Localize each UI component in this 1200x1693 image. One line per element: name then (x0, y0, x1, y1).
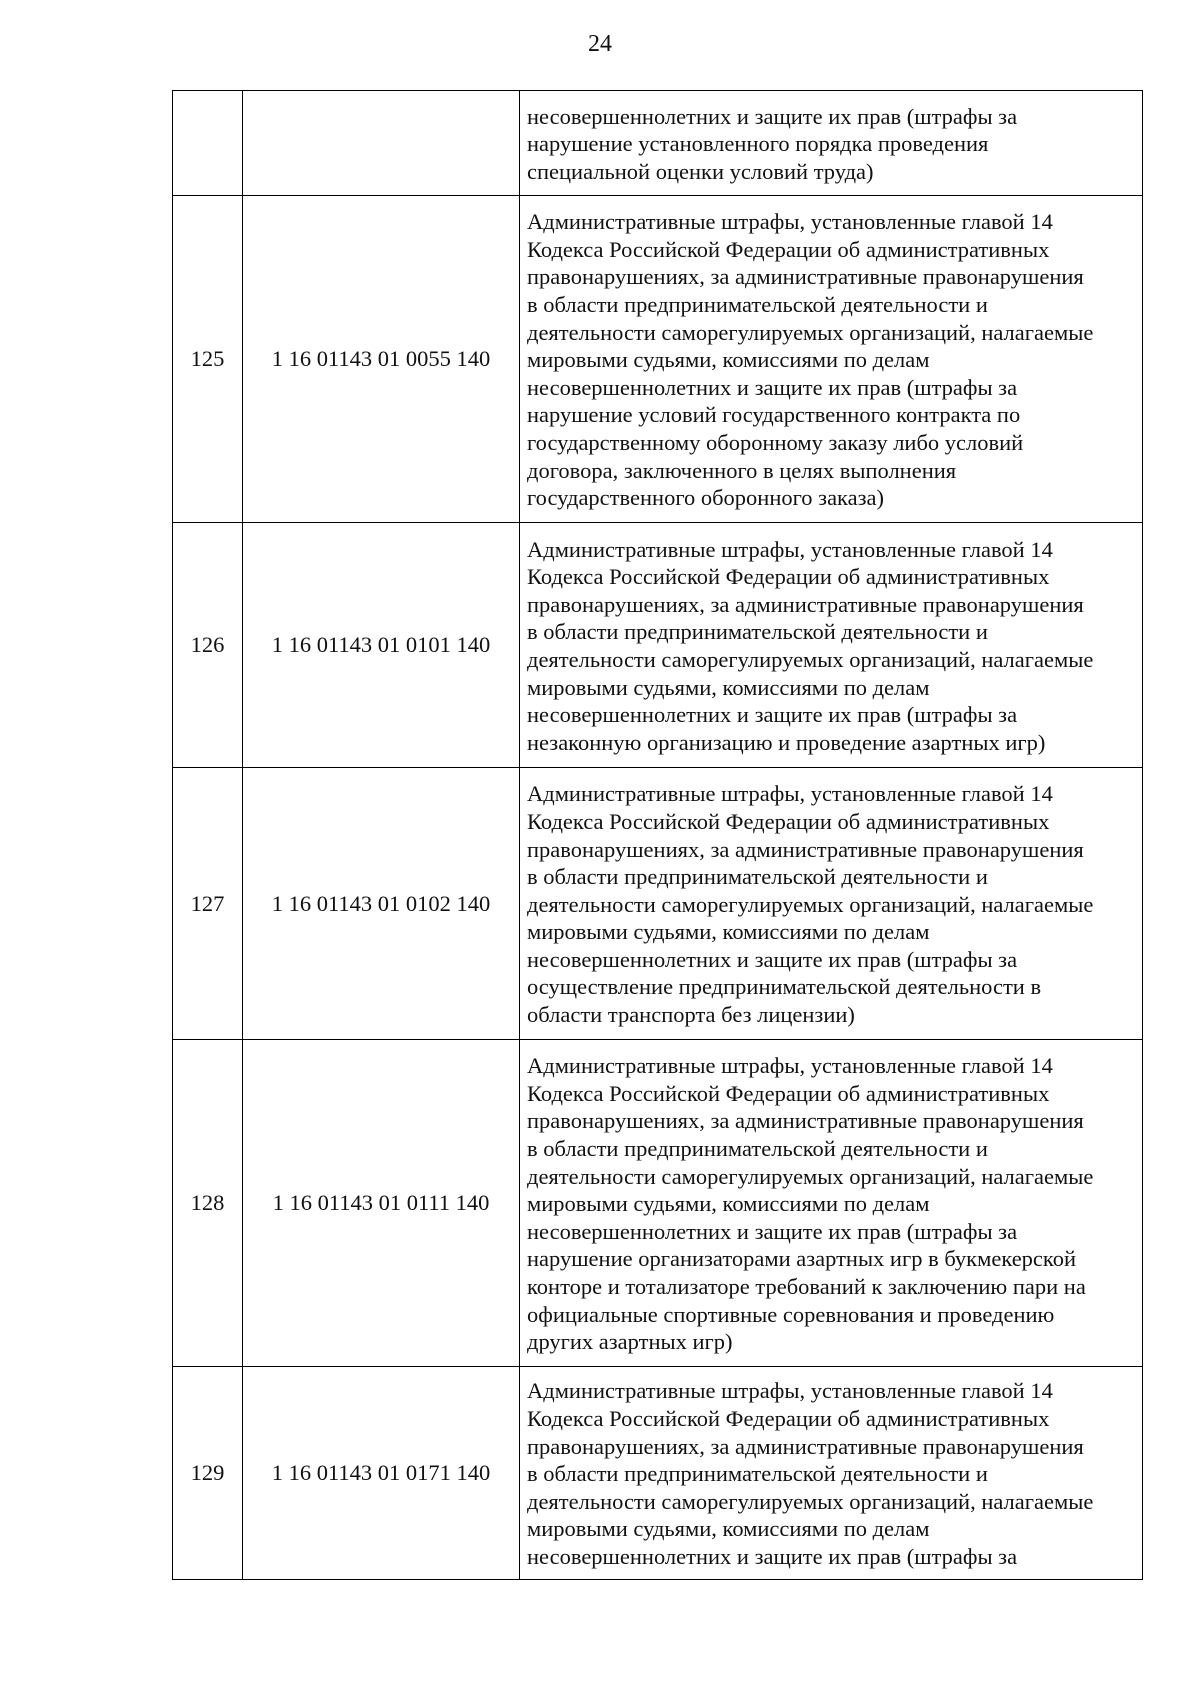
row-number-cell: 126 (173, 523, 243, 768)
description-cell (520, 196, 1143, 523)
description-line: правонарушениях, за административные правонарушения (527, 264, 1084, 290)
row-number-cell (173, 91, 243, 196)
budget-code-cell: 1 16 01143 01 0101 140 (243, 523, 520, 768)
description-line: в области предпринимательской деятельности и (527, 864, 988, 890)
description-line: несовершеннолетних и защите их прав (штрафы за (527, 702, 1018, 728)
description-line: мировыми судьями, комиссиями по делам (527, 1516, 930, 1542)
description-line: несовершеннолетних и защите их прав (штрафы за (527, 103, 1018, 129)
description-cell (520, 1367, 1143, 1580)
description-line: несовершеннолетних и защите их прав (штрафы за (527, 374, 1018, 400)
budget-code-cell: 1 16 01143 01 0102 140 (243, 768, 520, 1040)
table-body (173, 91, 1143, 1580)
description-line: деятельности саморегулируемых организаций, налагаемые (527, 891, 1094, 917)
description-line: в области предпринимательской деятельности и (527, 1461, 988, 1487)
budget-code-cell (243, 91, 520, 196)
description-line: государственному оборонному заказу либо условий (527, 429, 1024, 455)
budget-code-cell: 1 16 01143 01 0111 140 (243, 1040, 520, 1367)
description-line: мировыми судьями, комиссиями по делам (527, 347, 930, 373)
description-line: в области предпринимательской деятельности и (527, 292, 988, 318)
description-line: Административные штрафы, установленные главой 14 (527, 1378, 1053, 1404)
description-cell (520, 768, 1143, 1040)
description-line: Кодекса Российской Федерации об административных (527, 808, 1050, 834)
description-line: мировыми судьями, комиссиями по делам (527, 674, 930, 700)
description-line: в области предпринимательской деятельности и (527, 619, 988, 645)
description-line: Административные штрафы, установленные главой 14 (527, 1053, 1053, 1079)
description-line: в области предпринимательской деятельности и (527, 1136, 988, 1162)
table-row (173, 768, 1143, 1040)
description-line: нарушение установленного порядка проведения (527, 131, 989, 157)
description-line: несовершеннолетних и защите их прав (штрафы за (527, 946, 1018, 972)
revenue-codes-table (172, 90, 1143, 1580)
description-line: деятельности саморегулируемых организаций, налагаемые (527, 1163, 1094, 1189)
description-line: других азартных игр) (527, 1329, 733, 1355)
table-row (173, 91, 1143, 196)
row-number-cell: 128 (173, 1040, 243, 1367)
description-line: нарушение условий государственного контракта по (527, 402, 1021, 428)
description-cell (520, 1040, 1143, 1367)
description-line: деятельности саморегулируемых организаций, налагаемые (527, 647, 1094, 672)
page-number: 24 (588, 31, 612, 57)
description-line: конторе и тотализаторе требований к заключению пари на (527, 1273, 1086, 1299)
description-line: несовершеннолетних и защите их прав (штрафы за (527, 1218, 1018, 1244)
description-line: Кодекса Российской Федерации об административных (527, 236, 1050, 262)
description-line: несовершеннолетних и защите их прав (штрафы за (527, 1543, 1018, 1569)
description-line: специальной оценки условий труда) (527, 158, 874, 184)
table-row (173, 523, 1143, 768)
description-cell (520, 523, 1143, 768)
description-line: правонарушениях, за административные правонарушения (527, 591, 1084, 617)
description-line: деятельности саморегулируемых организаций, налагаемые (527, 1488, 1094, 1514)
description-line: правонарушениях, за административные правонарушения (527, 1108, 1084, 1134)
description-line: государственного оборонного заказа) (527, 485, 885, 511)
description-line: правонарушениях, за административные правонарушения (527, 836, 1084, 862)
table-row (173, 1367, 1143, 1580)
description-line: Административные штрафы, установленные главой 14 (527, 209, 1053, 235)
description-line: Административные штрафы, установленные главой 14 (527, 536, 1053, 562)
row-number-cell: 125 (173, 196, 243, 523)
row-number-cell: 129 (173, 1367, 243, 1580)
budget-code-cell: 1 16 01143 01 0171 140 (243, 1367, 520, 1580)
description-line: незаконную организацию и проведение азартных игр) (527, 729, 1046, 755)
description-line: деятельности саморегулируемых организаций, налагаемые (527, 319, 1094, 345)
description-line: Кодекса Российской Федерации об административных (527, 1080, 1050, 1106)
description-line: мировыми судьями, комиссиями по делам (527, 919, 930, 945)
description-line: нарушение организаторами азартных игр в букмекерской (527, 1246, 1076, 1272)
description-cell (520, 91, 1143, 196)
description-line: области транспорта без лицензии) (527, 1002, 855, 1028)
description-line: Административные штрафы, установленные главой 14 (527, 781, 1053, 807)
table-row (173, 196, 1143, 523)
description-line: осуществление предпринимательской деятельности в (527, 974, 1042, 1000)
description-line: официальные спортивные соревнования и проведению (527, 1301, 1055, 1327)
budget-code-cell: 1 16 01143 01 0055 140 (243, 196, 520, 523)
description-line: правонарушениях, за административные правонарушения (527, 1433, 1084, 1459)
description-line: мировыми судьями, комиссиями по делам (527, 1191, 930, 1217)
description-line: Кодекса Российской Федерации об административных (527, 564, 1050, 590)
row-number-cell: 127 (173, 768, 243, 1040)
table-row (173, 1040, 1143, 1367)
description-line: Кодекса Российской Федерации об административных (527, 1406, 1050, 1432)
description-line: договора, заключенного в целях выполнения (527, 457, 957, 483)
